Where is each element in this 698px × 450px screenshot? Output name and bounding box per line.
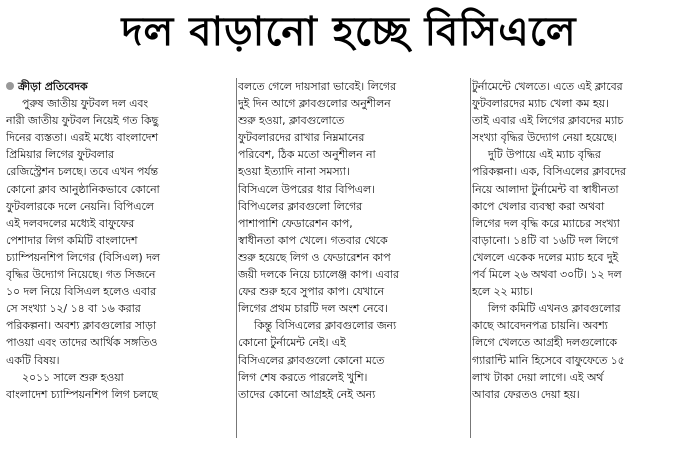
column-1-text: [6, 95, 234, 403]
text-line: দুই দিন আগে ক্লাবগুলোর অনুশীলন: [238, 97, 391, 111]
text-line: সে সংখ্যা ১২/ ১৪ বা ১৬ করার: [6, 302, 141, 316]
text-line: শুরু হওয়া, ক্লাবগুলোতে: [238, 114, 345, 128]
text-line: পরিকল্পনা। এক, বিসিএলের ক্লাবদের: [472, 165, 626, 179]
text-line: হওয়া ইত্যাদি নানা সমস্যা।: [238, 165, 350, 179]
text-line: গ্যারান্টি মানি হিসেবে বাফুফেতে ১৫: [472, 353, 625, 367]
text-line: কিন্তু বিসিএলের ক্লাবগুলোর জন্য: [254, 319, 397, 333]
text-line: এই দলবদলের মধ্যেই বাফুফের: [6, 216, 135, 230]
text-line: পাওয়া এবং তাদের আর্থিক সঙ্গতিও: [6, 336, 158, 350]
column-2: [238, 78, 468, 446]
byline: [6, 78, 234, 95]
text-line: জয়ী দলকে নিয়ে চ্যালেঞ্জ কাপ। এবার: [238, 268, 399, 282]
column-2-text: [238, 78, 468, 403]
text-line: বাংলাদেশ চ্যাম্পিয়নশিপ লিগ চলছে: [6, 387, 158, 401]
bullet-icon: [6, 82, 14, 90]
text-line: ১০ দল নিয়ে বিসিএল হলেও এবার: [6, 285, 157, 299]
text-line: বাড়ানো। ১৪টি বা ১৬টি দল লিগে: [472, 233, 619, 247]
text-line: আবার ফেরতও দেয়া হয়।: [472, 387, 580, 401]
text-line: রেজিস্ট্রেশন চলছে। তবে এখন পর্যন্ত: [6, 165, 158, 179]
text-line: লিগের প্রথম চারটি দল অংশ নেবে।: [238, 302, 388, 316]
text-line: খেললে একেক দলের ম্যাচ হবে দুই: [472, 250, 619, 264]
text-line: হলে ২২ ম্যাচ।: [472, 285, 533, 299]
text-line: বলতে গেলে দায়সারা ভাবেই। লিগের: [238, 80, 397, 93]
text-line: ফের শুরু হবে সুপার কাপ। যেখানে: [238, 285, 384, 299]
text-line: লিগে খেলতে আগ্রহী দলগুলোকে: [472, 336, 617, 350]
headline: দল বাড়ানো হচ্ছে বিসিএলে: [121, 9, 577, 55]
text-line: প্রিমিয়ার লিগের ফুটবলার: [6, 148, 114, 162]
text-line: কোনো ক্লাব আনুষ্ঠানিকভাবে কোনো: [6, 182, 160, 196]
text-line: পরিবেশ, ঠিক মতো অনুশীলন না: [238, 148, 376, 162]
text-line: কোনো টুর্নামেন্ট নেই। এই: [238, 336, 346, 350]
text-line: দুটি উপায়ে এই ম্যাচ বৃদ্ধির: [488, 148, 601, 162]
column-3-text: [472, 78, 694, 403]
column-divider: [236, 78, 237, 438]
text-line: টুর্নামেন্টে খেলতে। এতে এই ক্লাবের: [472, 80, 623, 93]
text-line: তাদের কোনো আগ্রহই নেই অন্য: [238, 387, 376, 401]
text-line: চ্যাম্পিয়নশিপ লিগের (বিসিএল) দল: [6, 250, 160, 264]
text-line: নারী জাতীয় ফুটবল নিয়েই গত কিছু: [6, 114, 159, 128]
text-line: ফুটবলারকে দলে নেয়নি। বিপিএলে: [6, 199, 154, 213]
text-line: বৃদ্ধির উদ্যোগ নিয়েছে। গত সিজনে: [6, 268, 156, 282]
text-line: সংখ্যা বৃদ্ধির উদ্যোগ নেয়া হয়েছে।: [472, 131, 618, 145]
text-line: দিনের ব্যস্ততা। এরই মধ্যে বাংলাদেশ: [6, 131, 158, 145]
text-line: লিগের দল বৃদ্ধি করে ম্যাচের সংখ্যা: [472, 216, 620, 230]
text-line: বিসিএলে উপরের ধার বিপিএল।: [238, 182, 375, 196]
text-line: বিপিএলের ক্লাবগুলো লিগের: [238, 199, 363, 213]
text-line: লিগ শেষ করতে পারলেই খুশি।: [238, 370, 368, 384]
text-line: নিয়ে আলাদা টুর্নামেন্ট বা স্বাধীনতা: [472, 182, 619, 196]
byline-text: ক্রীড়া প্রতিবেদক: [18, 80, 88, 93]
text-line: পুরুষ জাতীয় ফুটবল দল এবং: [22, 97, 149, 111]
text-line: ফুটবলারদের ম্যাচ খেলা কম হয়।: [472, 97, 609, 111]
text-line: স্বাধীনতা কাপ খেলে। গতবার থেকে: [238, 233, 388, 247]
text-line: তাই এবার এই লিগের ক্লাবদের ম্যাচ: [472, 114, 624, 128]
text-line: ফুটবলারদের রাখার নিম্নমানের: [238, 131, 365, 145]
column-divider: [470, 78, 471, 438]
text-line: লাখ টাকা দেয়া লাগে। এই অর্থ: [472, 370, 604, 384]
text-line: পর্ব মিলে ২৬ অথবা ৩০টি। ১২ দল: [472, 268, 622, 282]
column-3: [472, 78, 694, 446]
text-line: শুরু হয়েছে লিগ ও ফেডারেশন কাপ: [238, 250, 391, 264]
text-line: লিগ কমিটি এখনও ক্লাবগুলোর: [488, 302, 621, 316]
text-line: কাছে আবেদনপত্র চায়নি। অবশ্য: [472, 319, 608, 333]
article-body: [6, 78, 694, 446]
column-1: [6, 78, 234, 446]
text-line: বিসিএলের ক্লাবগুলো কোনো মতে: [238, 353, 385, 367]
text-line: কাপে খেলার ব্যবস্থা করা অথবা: [472, 199, 605, 213]
text-line: পরিকল্পনা। অবশ্য ক্লাবগুলোর সাড়া: [6, 319, 156, 333]
text-line: ২০১১ সালে শুরু হওয়া: [22, 370, 124, 384]
text-line: পেশাদার লিগ কমিটি বাংলাদেশ: [6, 233, 138, 247]
text-line: একটি বিষয়।: [6, 353, 60, 367]
text-line: পাশাপাশি ফেডারেশন কাপ,: [238, 216, 353, 230]
